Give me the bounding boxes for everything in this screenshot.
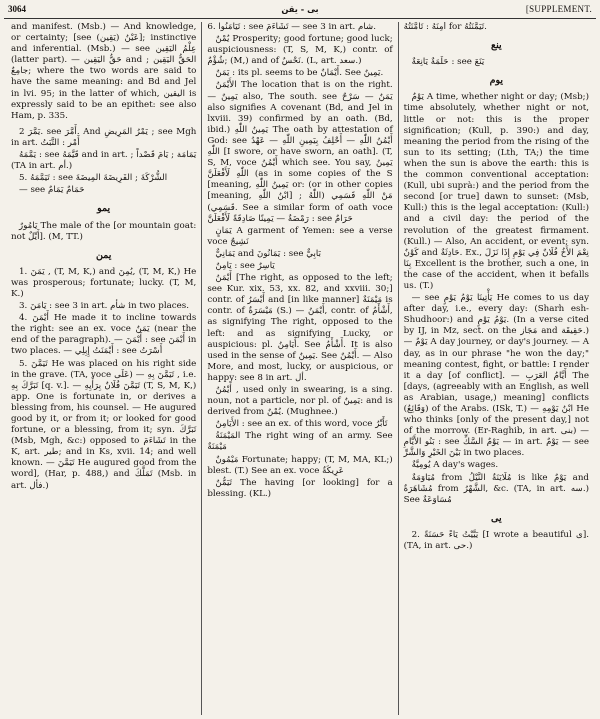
entry-paragraph: أَمِنَهُ : تَأَمَّنَتُهُ for تَيَمَّنَتُهُ.: [403, 22, 487, 32]
column-left: [6, 22, 201, 715]
page-number: 3064: [8, 4, 26, 14]
root-heading: يمو: [97, 203, 111, 215]
entry-paragraph: أَيْمَنُ [The right, as opposed to the left; see Kur. xix. 53, xx. 82, and xxviii. 30;] contr. of أَيْسَرُ and [in like manner] مَيْمَنَةٌ is contr. of مَيْسَرَةٌ (S.) — أَيْمَنُ, contr. of أَشْأَمُ, as signifying The right, opposed to the left: and as signifying Lucky, or auspicious: pl. أَيَامِنُ. See أَشْأَمُ. It is also used in the sense of يَمِينٌ. See أَيْمُنٌ. — Also More, and most, lucky, or auspicious, or happy: see 8 in art. أل.: [207, 273, 393, 383]
entry-paragraph: يُومِيَّةٌ A day's wages.: [411, 460, 499, 471]
entry-paragraph: يَمَّرَ 2. see أَمَّرَ. And يَمْرُ المَرِيضِ ; see Mgh in art. أَمْر : التَّبَتُ: [11, 126, 197, 148]
root-heading: ينع: [491, 40, 502, 52]
entry-paragraph: — see يَأْتِينَا يَوْمُ يَوْمٍ He comes to us day after day, i.e., every day: (Sharh esh-Shudhoor:) and يَوْمُ يَوْمٍ. (In a verse cited by IJ, in Mz, sect. on the مَجَاز and حَقِيقَة.) — يَوْمٌ A day journey, or day's journey. — A day, as in our phrase "he won the day;" meaning contest, fight, or battle: I render it a day [of conflict]. — أَيَّامُ العَرَبِ The [days, (agreeably with an English, as well as Arabian, usage,) meaning] conflicts (وَقَائِعُ) of the Arabs. (ISk, T.) — ابْنُ يَوْمِهِ He who thinks [only of the present day,] not of the morrow. (Er-Raghib, in art. بنى) — بَنُو الأَيَّامِ : see يَوْمٌ السَّكِّ — in art. يَوْمٌ — see بَيْنَ الخَيْرِ وَالشَّرِّ in two places.: [403, 293, 589, 459]
root-heading: يى: [491, 512, 502, 524]
entry-paragraph: المَيْمَنَةُ The right wing of an army. See مَيْمَنَةٌ: [207, 431, 393, 453]
entry-paragraph: يَمَّمَهُ : see قَيَّمَهُ and in art. ; يَمَامَة ; يَامَ قَصْداً (TA in art. أم.): [11, 150, 197, 172]
entry-paragraph: and manifest. (Msb.) — And knowledge, or certainty; [see (يَقِين) عَيْنُ]; instinctive and inferential. (Msb.) — see عِلْمُ اليَقِين (latter part). — حَقُّ اليَقِين and الحَقُّ اليَقِين ; جامِعٌ; where the two words are said to have the same meaning: and Bd and Jel in lvi. 95; in the latter of which, اليقين is expressly said to be an epithet: see also Ham, p. 335.: [11, 22, 197, 121]
entry-paragraph: تَيَمُّنٌ The having [or looking] for a blessing. (KL.): [207, 477, 393, 499]
entry-paragraph: يَمَنٌ : its pl. seems to be أَيْمَانٌ. See يَمِينٌ.: [215, 68, 384, 79]
entry-paragraph: حَلَمَةٌ يَانِعَةٌ : see يَنَعَ: [411, 57, 485, 68]
column-right: [398, 22, 594, 715]
entry-paragraph: يَامِنٌ : see يَاسِرٌ: [215, 260, 275, 271]
entry-paragraph: 1. يَمَنَ , (T, M, K,) and يُمِنَ, (T, M, K,) He was prosperous; fortunate; lucky. (T, M, K.): [11, 266, 197, 299]
entry-paragraph: يَوْمٌ A time, whether night or day; (Msb;) time absolutely, whether night or not, little or not: this is the proper signification; (Kull, p. 390:) and day, meaning the period from the rising of the sun to its setting; (Lth, TA;) the time when the sun is above the earth: this is the common conventional acceptation: (Kull, ubi suprà:) and the period from the second [or true] dawn to sunset: (Msb, Kull:) this is the legal acceptation: (Kull:) and a civil day: the period of the revolution of the greatest firmament. (Kull.) — Also, An accident, or event; syn. كَوْنٌ and حَادِثَةٌ. Ex., نِعْمَ الأَخُ فُلَانٌ فِي يَوْمِ إِذَا نَزَلَ بِنَا Excellent is the brother, such a one, in the case of the accident, when it befalls us. (T.): [403, 92, 589, 291]
entry-paragraph: مَيْمُونٌ Fortunate; happy; (T, M, MA, KL;) blest. (T.) See an ex. voce عَرِيكَةٌ: [207, 454, 393, 476]
columns: [6, 22, 594, 715]
entry-paragraph: الأَيَامِنُ : see an ex. of this word, voce تَأَبِّرُ: [215, 419, 388, 430]
center-title: بى - يقن: [281, 4, 319, 14]
entry-paragraph: مُيَاوَمَةٌ from مُلَايَنَةٌ النَّيْلُ is like يَوْمٌ and مُشَاهَرَةٌ from الشَّهْرُ, &c. (TA, in art. سه.) See مُسَاوَعَةٌ: [403, 472, 589, 505]
entry-paragraph: أَيْمُنُ , used only in swearing, is a sing. noun, not a particle, nor pl. of يَمِينٌ: and is derived from يُمْنٌ. (Mughnee.): [207, 385, 393, 418]
page-header: [6, 4, 594, 18]
entry-paragraph: يَمَانِيٌّ and يَمَانُونَ : see بَابِيٌّ: [215, 248, 321, 259]
section-label: [SUPPLEMENT.: [525, 4, 592, 14]
entry-paragraph: 5. تَيَمَّمَهُ : see الشُّرْكَةَ ; الفَرِيضَةَ المِيضَةَ: [19, 173, 168, 184]
column-middle: [201, 22, 397, 715]
entry-paragraph: 4. أَيْمَنَ He made it to incline towards the right: see an ex. voce يَمَنٌ (near the end of the paragraph). — أَيْمَنَ : see أَيْمَنَ in two places. — أَيْمَنَتُ إِبِلِي : see أَسْرَتُ: [11, 313, 197, 357]
entry-paragraph: 5. تَيَمَّنَ He was placed on his right side in the grave. (TA, voce عَلَى) — تَيَمَّنَ بِهِ , i.e. تَبَرَّكَ بِهِ [q. v.]. — تَيَمَّنَ فُلَانٌ بِرَأْيِهِ (T, S, M, K,) app. One is fortunate in, or derives a blessing from, his counsel. — He augured good by it, or from it; or looked for good fortune, or a blessing, from it; syn. تَبَرَّكَ (Msb, Mgh, &c:) opposed to تَشَاءَمَ in the K, art. طير; and in Ks, xvii. 14; and well known. — تَيَمَّنَ He augured good from the word], (Har, p. 488,) and تَمَلَّكَ (Msb. in art. فأل.): [11, 358, 197, 491]
entry-paragraph: 6. تَيَامَنُوا : see تَشَاءَمَ — see 3 in art. شأم.: [207, 22, 377, 32]
entry-paragraph: 3. يَامَنَ : see 3 in art. شأم in two places.: [19, 301, 190, 312]
entry-paragraph: الأَيْمَنُ The location that is on the right. — يَمِينٌ also, The south. see يَمَنٌ — سَرْحٌ also signifies A covenant (Bd, and Jel in lxviii. 39) confirmed by an oath. (Bd, ibid.) يَمِينُ اللّٰهِ The oath by attestation of God: see أَيْمُنُ اللّٰهِ — أَحْلِفُ بِيَمِينِ اللّٰهِ — عَهْدُ اللّٰهِ [I swore, or have sworn, an oath]. (T, S, M, voce أَيْمُنُ which see. You say, يَمِينُ اللّٰهِ لَأَفْعَلَنَّ (as in some copies of the S [meaning, يَمِينُ اللّٰهِ or: (or in other copies [meaning, ابْنُ اللّٰهِ] ; مَنْ اللّٰهِ قَسَمِي (اللّٰهُ قَسَمِي). See a similar form of oath voce رَمْضَةٌ — يَمِينًا صَادِقَةً لَأَفْعَلَنَّ : see حَرَامٌ: [207, 80, 393, 224]
entry-paragraph: يُمْنٌ Prosperity; good fortune; good luck; auspiciousness: (T, S, M, K,) contr. of شُؤْمٌ; (M,) and of نَحْسٌ. (L, art. سعد.): [207, 34, 393, 67]
entry-paragraph: يَامُورٌ The male of the [or mountain goat: not أَيِّلٌ]. (M, TT.): [11, 220, 197, 242]
entry-paragraph: 2. يَيَّيْتُ يَاءً حَسَنَةً [I wrote a beautiful ى]. (TA, in art. حى.): [403, 529, 589, 552]
root-heading: يمن: [95, 249, 112, 261]
entry-paragraph: يَمَانٍ A garment of Yemen: see a verse voce نَشِيجٌ: [207, 225, 393, 247]
root-heading: يوم: [489, 75, 504, 87]
header-rule: [4, 18, 596, 19]
entry-paragraph: — see حَمَامٌ يَمَامٌ: [19, 185, 85, 196]
